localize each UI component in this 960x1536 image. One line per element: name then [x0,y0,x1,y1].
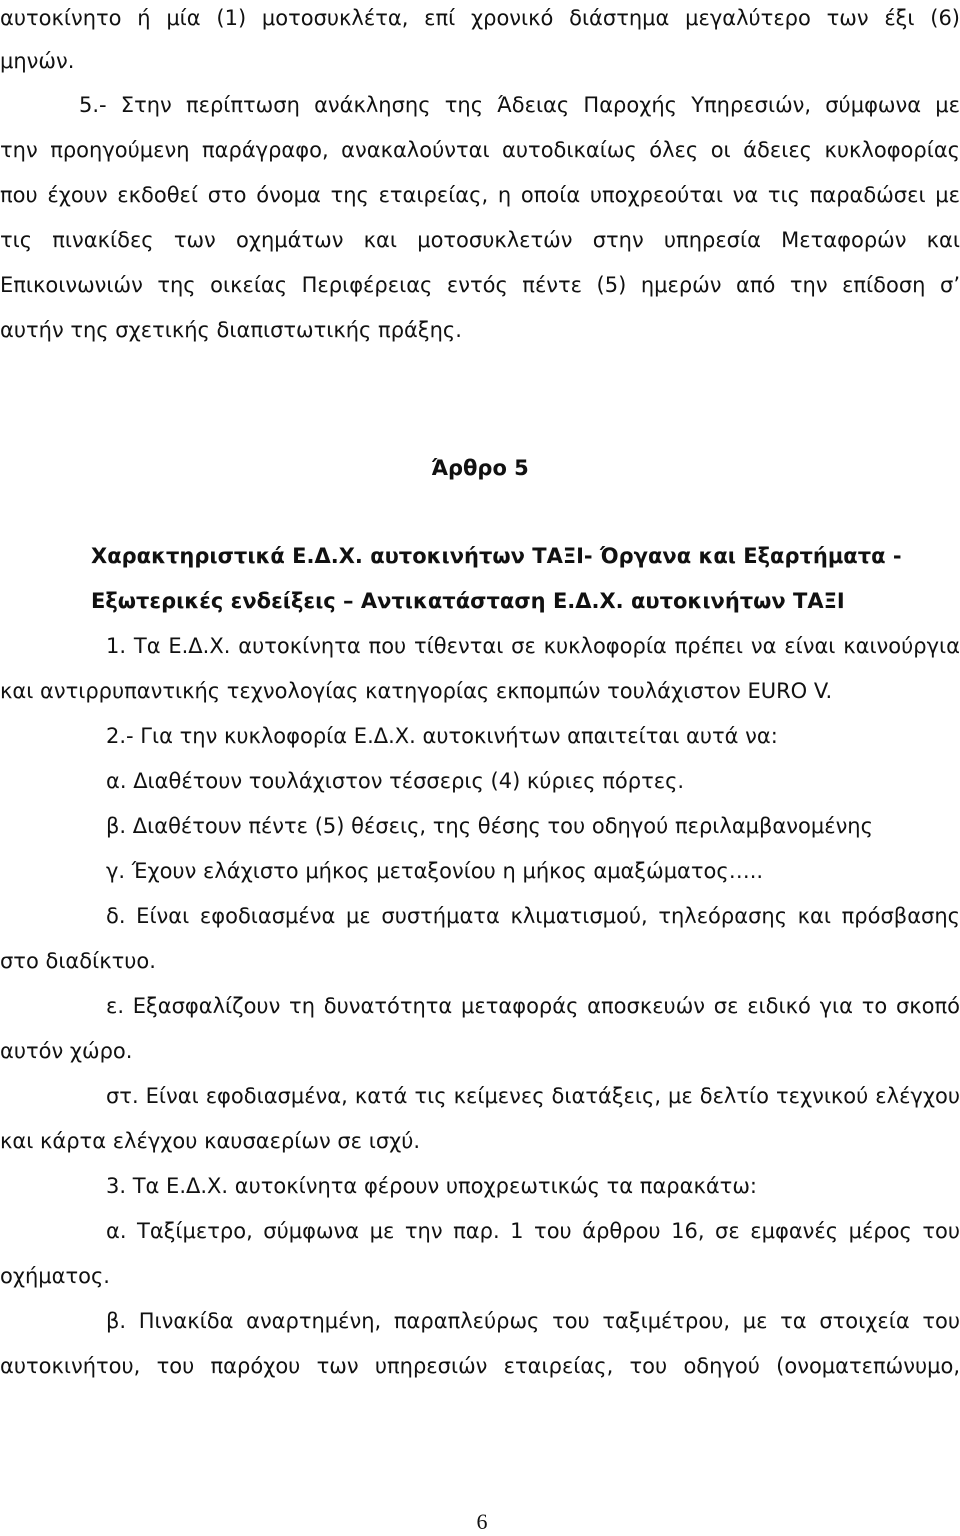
text-line: αυτοκινήτου, του παρόχου των υπηρεσιών εταιρείας, του οδηγού (ονοματεπώνυμο, [0,1354,960,1378]
text-line: Επικοινωνιών της οικείας Περιφέρειας εντός πέντε (5) ημερών από την επίδοση σ’ [0,273,960,297]
text-line: 1. Τα Ε.Δ.Χ. αυτοκίνητα που τίθενται σε κυκλοφορία πρέπει να είναι καινούργια [106,634,960,658]
text-line: μηνών. [0,49,75,73]
text-line: που έχουν εκδοθεί στο όνομα της εταιρείας, η οποία υποχρεούται να τις παραδώσει με [0,183,960,207]
text-line: τις πινακίδες των οχημάτων και μοτοσυκλετών στην υπηρεσία Μεταφορών και [0,228,960,252]
text-line: στ. Είναι εφοδιασμένα, κατά τις κείμενες διατάξεις, με δελτίο τεχνικού ελέγχου [106,1084,960,1108]
text-line: α. Διαθέτουν τουλάχιστον τέσσερις (4) κύριες πόρτες. [106,769,685,793]
text-line: α. Ταξίμετρο, σύμφωνα με την παρ. 1 του άρθρου 16, σε εμφανές μέρος του [106,1219,960,1243]
text-line: αυτήν της σχετικής διαπιστωτικής πράξης. [0,318,462,342]
article-title-line: Εξωτερικές ενδείξεις – Αντικατάσταση Ε.Δ.Χ. αυτοκινήτων ΤΑΞΙ [91,589,845,613]
text-line: αυτοκίνητο ή μία (1) μοτοσυκλέτα, επί χρονικό διάστημα μεγαλύτερο των έξι (6) [0,6,960,30]
text-line: στο διαδίκτυο. [0,949,156,973]
text-line: γ. Έχουν ελάχιστο μήκος μεταξονίου η μήκος αμαξώματος….. [106,859,764,883]
article-heading: Άρθρο 5 [431,456,529,480]
text-line: οχήματος. [0,1264,110,1288]
text-line: και αντιρρυπαντικής τεχνολογίας κατηγορίας εκπομπών τουλάχιστον EURO V. [0,679,833,703]
page-number: 6 [476,1509,488,1534]
text-line: β. Διαθέτουν πέντε (5) θέσεις, της θέσης του οδηγού περιλαμβανομένης [106,814,873,838]
text-line: ε. Εξασφαλίζουν τη δυνατότητα μεταφοράς αποσκευών σε ειδικό για το σκοπό [106,994,960,1018]
text-line: 5.- Στην περίπτωση ανάκλησης της Άδειας Παροχής Υπηρεσιών, σύμφωνα με [79,93,960,117]
article-title-line: Χαρακτηριστικά Ε.Δ.Χ. αυτοκινήτων ΤΑΞΙ- Όργανα και Εξαρτήματα - [91,544,902,568]
text-line: 2.- Για την κυκλοφορία Ε.Δ.Χ. αυτοκινήτων απαιτείται αυτά να: [106,724,778,748]
text-line: αυτόν χώρο. [0,1039,133,1063]
text-line: β. Πινακίδα αναρτημένη, παραπλεύρως του ταξιμέτρου, με τα στοιχεία του [106,1309,960,1333]
text-line: 3. Τα Ε.Δ.Χ. αυτοκίνητα φέρουν υποχρεωτικώς τα παρακάτω: [106,1174,757,1198]
text-line: δ. Είναι εφοδιασμένα με συστήματα κλιματισμού, τηλεόρασης και πρόσβασης [106,904,960,928]
text-line: την προηγούμενη παράγραφο, ανακαλούνται αυτοδικαίως όλες οι άδειες κυκλοφορίας [0,138,960,162]
text-line: και κάρτα ελέγχου καυσαερίων σε ισχύ. [0,1129,421,1153]
